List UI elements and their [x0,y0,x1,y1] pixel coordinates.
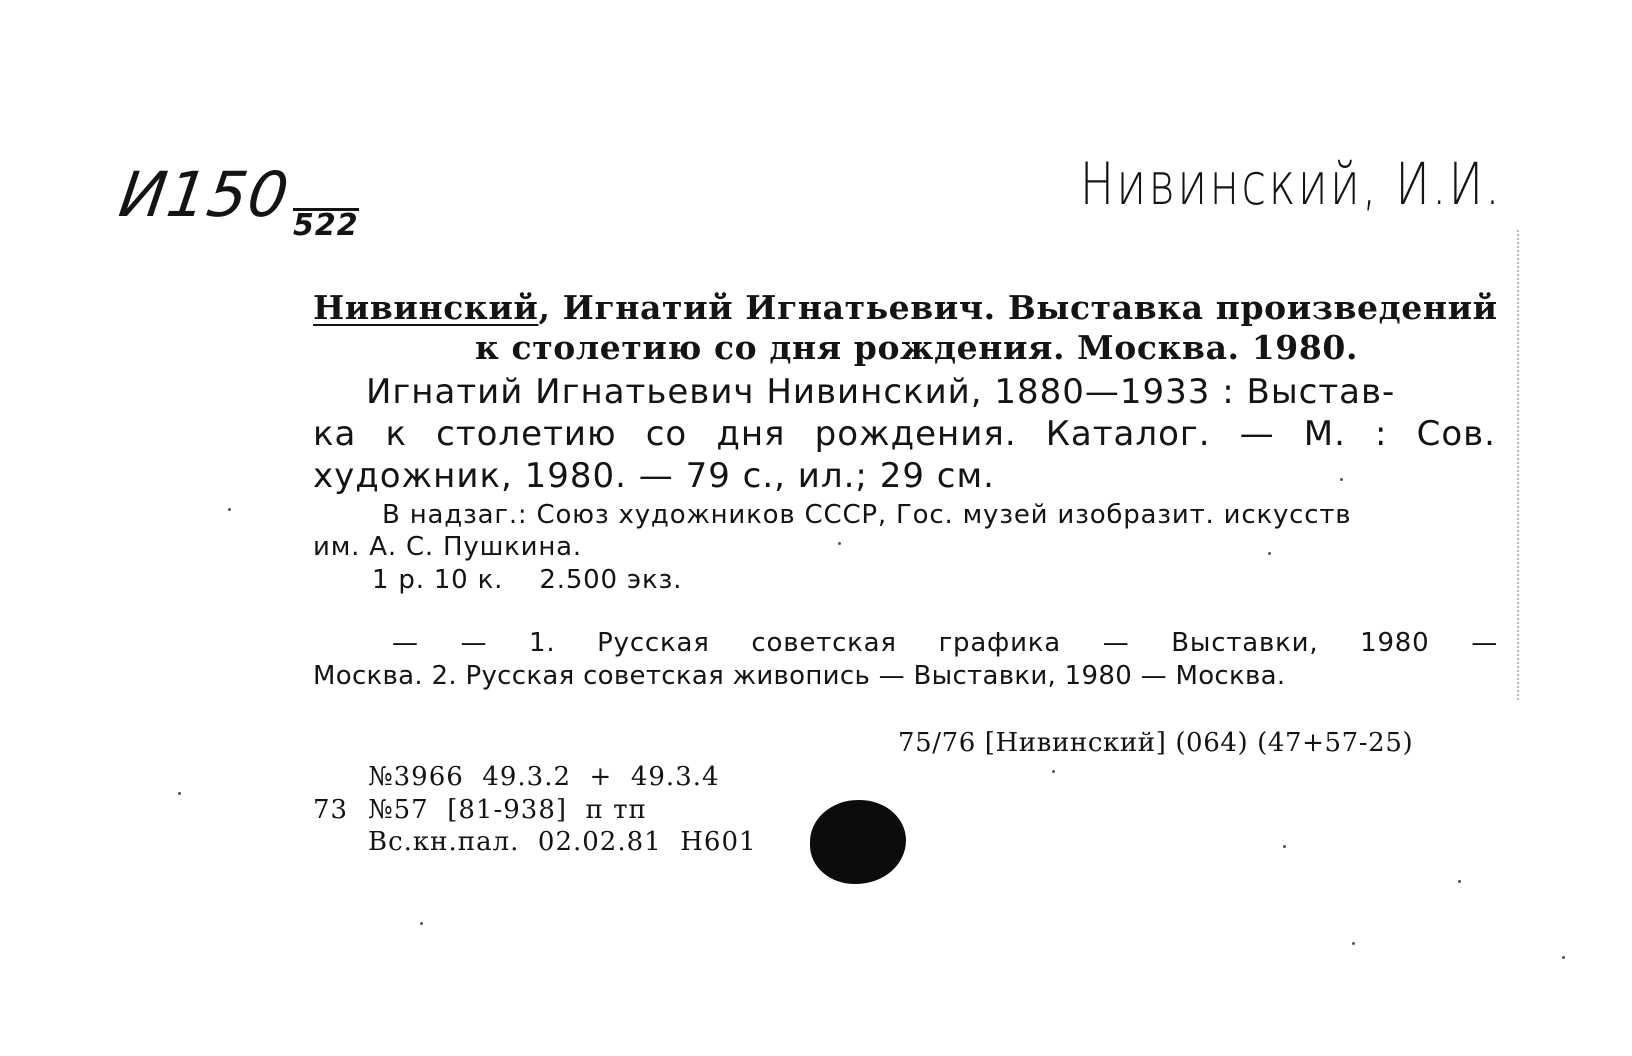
heading-line-2: к столетию со дня рождения. Москва. 1980. [475,328,1359,367]
body-line-3: художник, 1980. — 79 с., ил.; 29 см. [313,456,995,496]
heading-author-surname: Нивинский [313,288,539,327]
subjects-line-1: — — 1. Русская советская графика — Выставки, 1980 — [392,628,1498,658]
footer-line-2-prefix: 73 [313,795,349,825]
body-line-1: Игнатий Игнатьевич Нивинский, 1880—1933 : Выстав- [366,372,1396,412]
footer-line-3: Вс.кн.пал. 02.02.81 Н601 [368,827,757,857]
scan-speck [1283,845,1286,848]
scan-speck [1268,552,1271,555]
handwritten-author-name: Нивинский, И.И. [1080,150,1502,218]
scan-edge-dots [1517,230,1519,700]
heading-line-1-rest: , Игнатий Игнатьевич. Выставка произведений [538,288,1498,327]
scan-speck [1340,478,1343,481]
ink-blot [810,800,906,884]
heading-line-1 [313,288,1511,327]
note-line-2: им. А. С. Пушкина. [313,532,582,562]
body-line-2: ка к столетию со дня рождения. Каталог. — М. : Сов. [313,414,1496,454]
scan-speck [838,542,841,545]
handwritten-shelfmark: И150 [114,158,294,231]
scan-speck [1458,880,1461,883]
scan-speck [1352,942,1355,945]
scan-speck [420,922,423,925]
scan-speck [178,792,181,795]
footer-line-2: №57 [81-938] п тп [368,795,647,825]
scan-speck [1052,770,1055,773]
footer-line-1: №3966 49.3.2 + 49.3.4 [368,762,720,792]
note-line-1: В надзаг.: Союз художников СССР, Гос. музей изобразит. искусств [382,500,1352,530]
price-line: 1 р. 10 к. 2.500 экз. [372,565,683,595]
classification-index: 75/76 [Нивинский] (064) (47+57-25) [898,728,1414,758]
scan-speck [228,508,231,511]
handwritten-shelfmark-sub: 522 [293,208,359,243]
subjects-line-2: Москва. 2. Русская советская живопись — Выставки, 1980 — Москва. [313,661,1286,691]
scan-speck [1562,956,1565,959]
